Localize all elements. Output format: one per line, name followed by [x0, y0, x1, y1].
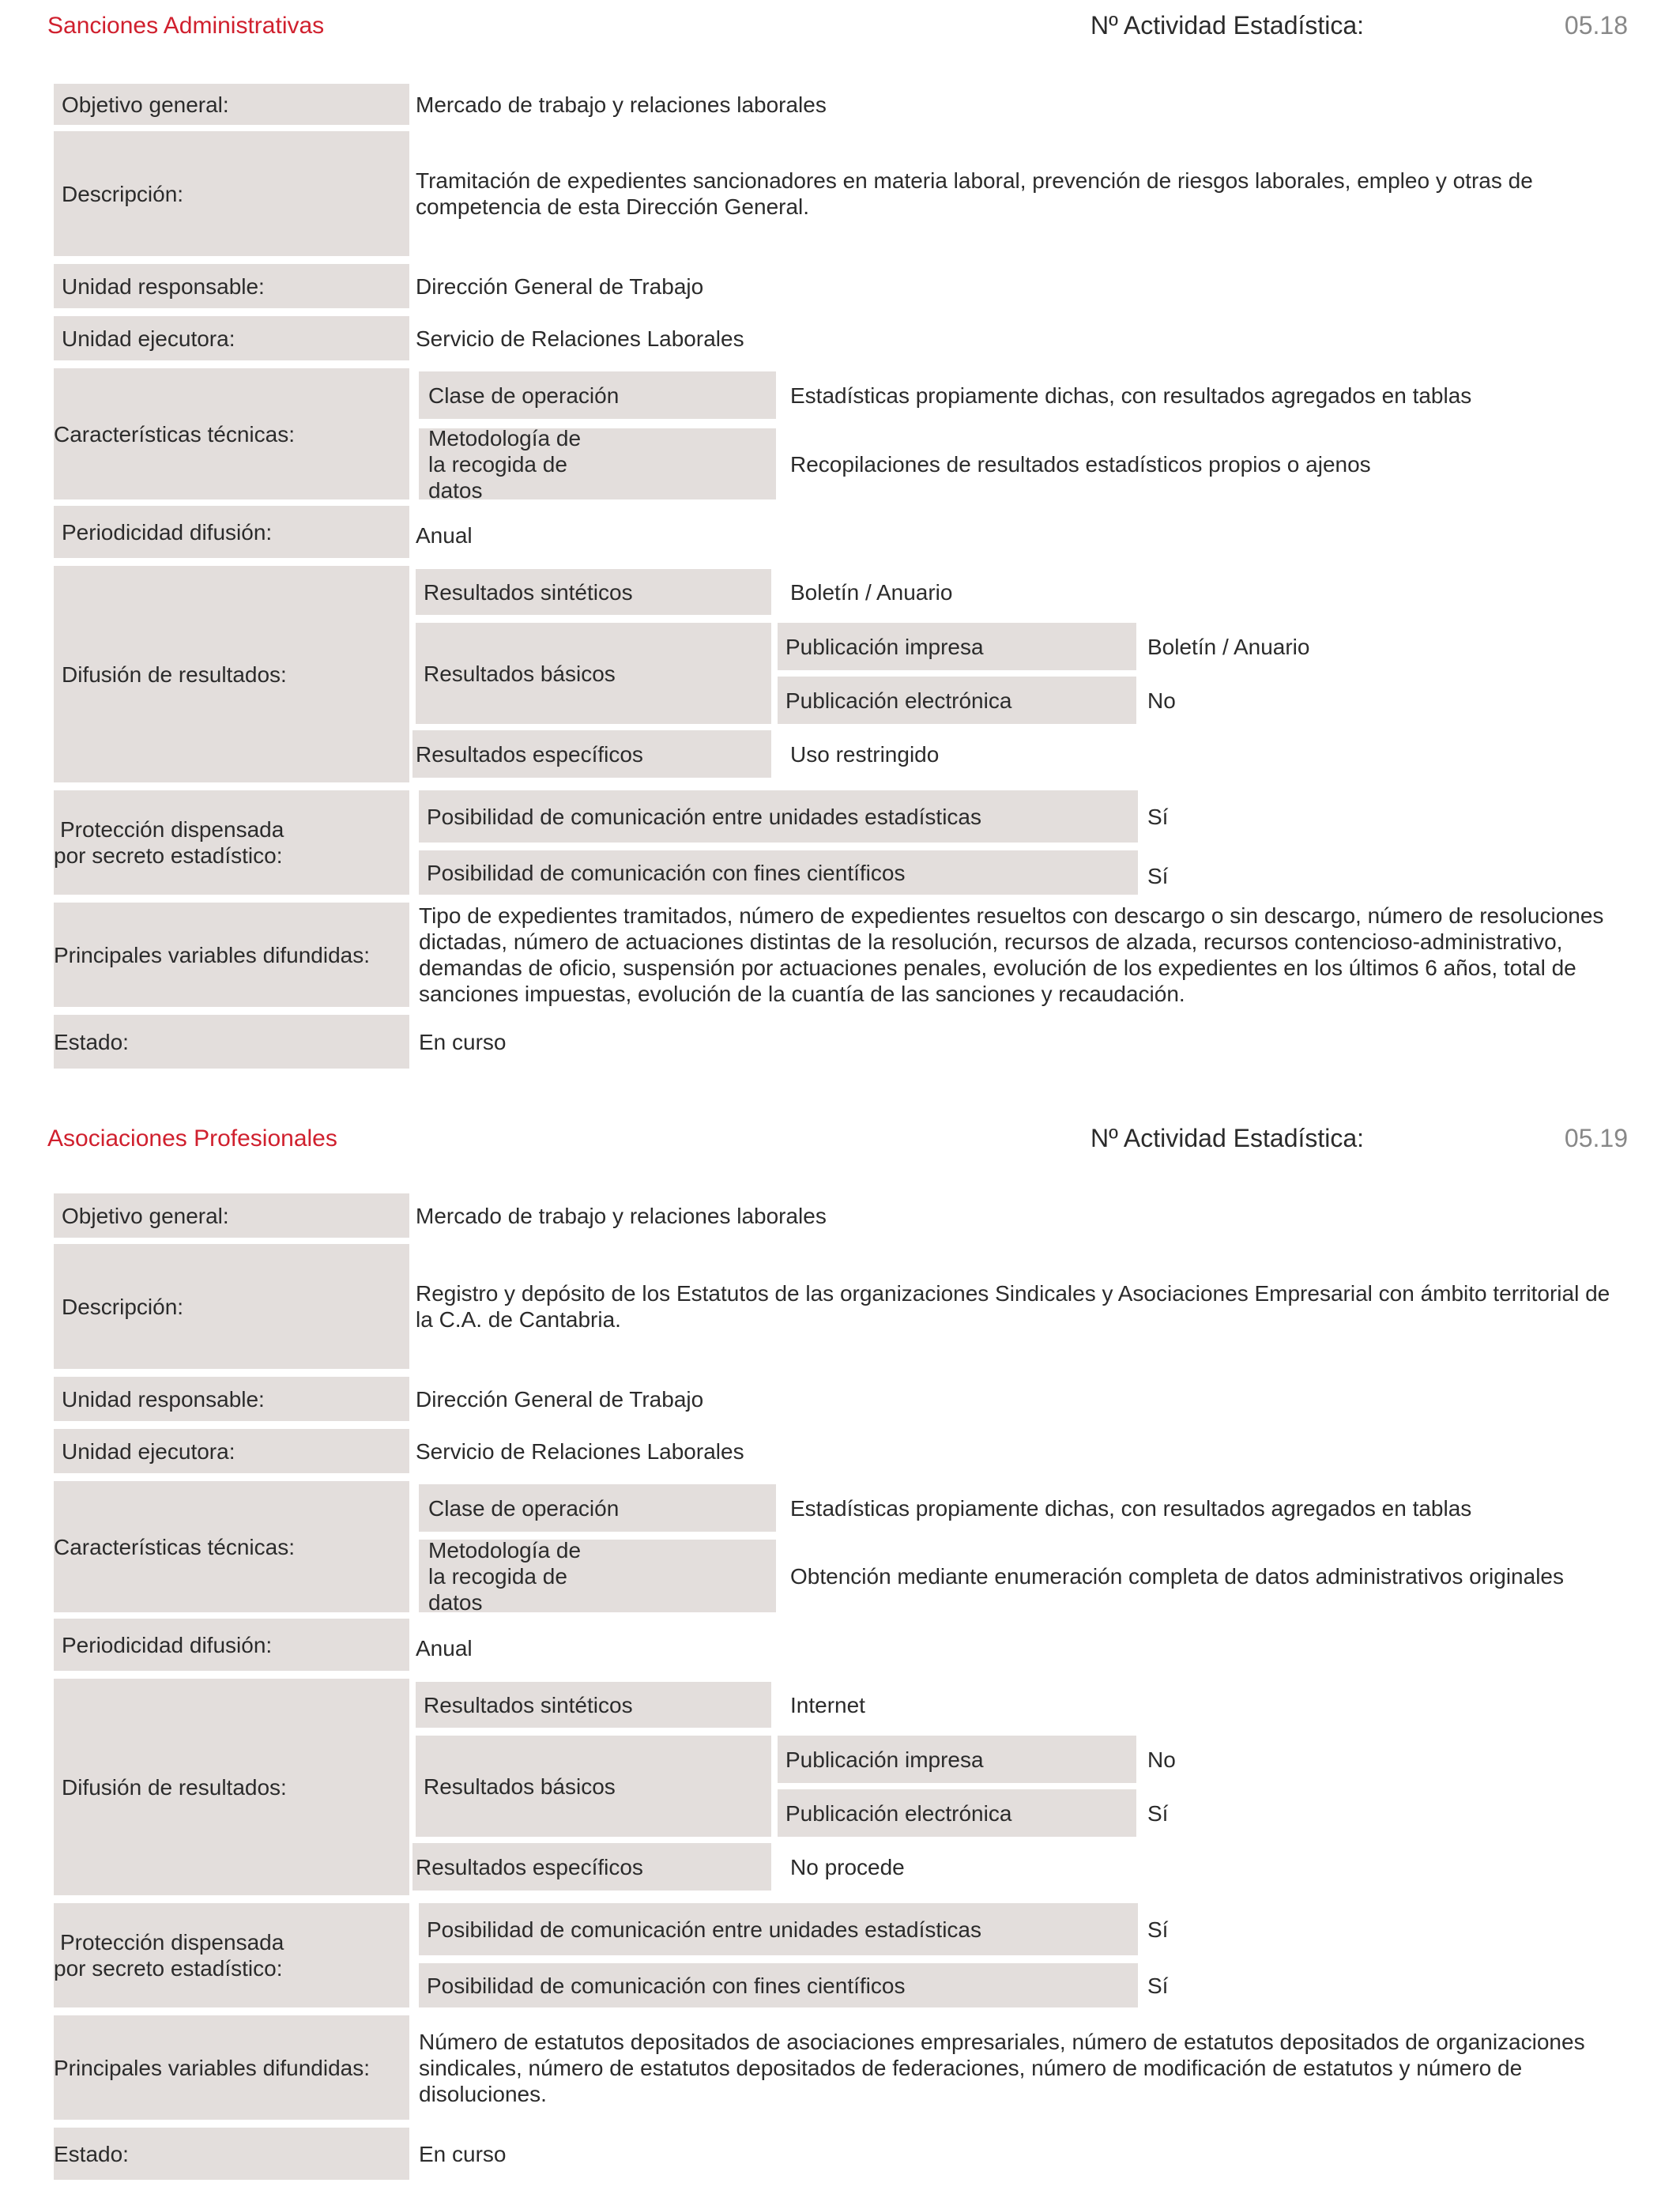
clase-operacion-label: Clase de operación [419, 371, 776, 419]
activity-number-value: 05.19 [1564, 1124, 1628, 1152]
periodicidad-value: Anual [416, 1636, 473, 1661]
resultados-especificos-label: Resultados específicos [412, 1843, 771, 1891]
periodicidad-label: Periodicidad difusión: [54, 506, 409, 558]
resultados-sinteticos-value: Boletín / Anuario [790, 579, 953, 605]
unidad-ejecutora-label: Unidad ejecutora: [54, 1429, 409, 1473]
estado-label: Estado: [54, 1015, 409, 1069]
periodicidad-label: Periodicidad difusión: [54, 1619, 409, 1671]
clase-operacion-value: Estadísticas propiamente dichas, con resultados agregados en tablas [790, 383, 1472, 408]
metodologia-label: Metodología de la recogida de datos [419, 1540, 776, 1612]
metodologia-value: Obtención mediante enumeración completa de datos administrativos originales [790, 1563, 1564, 1589]
unidad-ejecutora-value: Servicio de Relaciones Laborales [416, 326, 744, 351]
metodologia-value: Recopilaciones de resultados estadísticos propios o ajenos [790, 451, 1371, 477]
resultados-basicos-label: Resultados básicos [416, 1736, 771, 1837]
clase-operacion-value: Estadísticas propiamente dichas, con resultados agregados en tablas [790, 1495, 1472, 1521]
com-unidades-value: Sí [1147, 804, 1169, 829]
resultados-especificos-label: Resultados específicos [412, 730, 771, 778]
publicacion-impresa-value: No [1147, 1747, 1176, 1772]
activity-number-value: 05.18 [1564, 11, 1628, 40]
descripcion-value: Registro y depósito de los Estatutos de las organizaciones Sindicales y Asociaciones Empresarial con ámbito territorial de la C.A. de Cantabria. [416, 1281, 1610, 1332]
difusion-label: Difusión de resultados: [54, 1679, 409, 1895]
variables-value: Tipo de expedientes tramitados, número de expedientes resueltos con descargo o sin descargo, número de resoluciones dictadas, número de actuaciones distintas de la resolución, recursos de alzada, recursos contencioso-administrativo, demandas de oficio, suspensión por actuaciones penales, evolución de los expedientes en los últimos 6 años, total de sanciones impuestas, evolución de la cuantía de las sanciones y recaudación. [419, 903, 1604, 1006]
descripcion-label: Descripción: [54, 1244, 409, 1369]
activity-number-label: Nº Actividad Estadística: [1090, 1124, 1365, 1152]
publicacion-electronica-value: No [1147, 688, 1176, 713]
section-title: Sanciones Administrativas [47, 13, 325, 39]
activity-number-label: Nº Actividad Estadística: [1090, 11, 1365, 40]
unidad-responsable-label: Unidad responsable: [54, 1377, 409, 1421]
resultados-especificos-value: Uso restringido [790, 741, 940, 767]
proteccion-label: Protección dispensada por secreto estadístico: [54, 1903, 409, 2007]
unidad-responsable-value: Dirección General de Trabajo [416, 273, 704, 299]
com-cientificos-value: Sí [1147, 863, 1169, 888]
unidad-responsable-label: Unidad responsable: [54, 264, 409, 308]
com-unidades-label: Posibilidad de comunicación entre unidades estadísticas [419, 1903, 1138, 1955]
com-cientificos-label: Posibilidad de comunicación con fines científicos [419, 1963, 1138, 2007]
descripcion-label: Descripción: [54, 131, 409, 256]
proteccion-label: Protección dispensada por secreto estadístico: [54, 790, 409, 895]
section-title: Asociaciones Profesionales [47, 1125, 337, 1152]
com-unidades-value: Sí [1147, 1917, 1169, 1942]
publicacion-impresa-value: Boletín / Anuario [1147, 634, 1310, 659]
variables-label: Principales variables difundidas: [54, 2015, 409, 2120]
estado-label: Estado: [54, 2128, 409, 2180]
variables-value: Número de estatutos depositados de asociaciones empresariales, número de estatutos depositados de organizaciones sindicales, número de estatutos depositados de federaciones, número de modificación de estatutos y número de disoluciones. [419, 2029, 1585, 2106]
descripcion-value: Tramitación de expedientes sancionadores en materia laboral, prevención de riesgos laborales, empleo y otras de competencia de esta Dirección General. [416, 168, 1533, 219]
resultados-sinteticos-value: Internet [790, 1692, 865, 1717]
periodicidad-value: Anual [416, 523, 473, 548]
publicacion-electronica-label: Publicación electrónica [778, 677, 1136, 724]
resultados-basicos-label: Resultados básicos [416, 623, 771, 724]
resultados-sinteticos-label: Resultados sintéticos [416, 569, 771, 615]
objetivo-label: Objetivo general: [54, 84, 409, 125]
publicacion-impresa-label: Publicación impresa [778, 1736, 1136, 1783]
publicacion-impresa-label: Publicación impresa [778, 623, 1136, 670]
caracteristicas-label: Características técnicas: [54, 1481, 409, 1612]
objetivo-value: Mercado de trabajo y relaciones laborales [416, 1203, 827, 1228]
caracteristicas-label: Características técnicas: [54, 368, 409, 499]
metodologia-label: Metodología de la recogida de datos [419, 428, 776, 499]
objetivo-label: Objetivo general: [54, 1193, 409, 1238]
unidad-ejecutora-label: Unidad ejecutora: [54, 316, 409, 360]
unidad-ejecutora-value: Servicio de Relaciones Laborales [416, 1438, 744, 1464]
variables-label: Principales variables difundidas: [54, 903, 409, 1007]
publicacion-electronica-value: Sí [1147, 1800, 1169, 1826]
com-cientificos-label: Posibilidad de comunicación con fines científicos [419, 850, 1138, 895]
estado-value: En curso [419, 1029, 507, 1054]
estado-value: En curso [419, 2141, 507, 2166]
com-cientificos-value: Sí [1147, 1973, 1169, 1998]
clase-operacion-label: Clase de operación [419, 1484, 776, 1532]
objetivo-value: Mercado de trabajo y relaciones laborales [416, 92, 827, 117]
difusion-label: Difusión de resultados: [54, 566, 409, 782]
com-unidades-label: Posibilidad de comunicación entre unidades estadísticas [419, 790, 1138, 843]
unidad-responsable-value: Dirección General de Trabajo [416, 1386, 704, 1412]
resultados-especificos-value: No procede [790, 1854, 905, 1879]
publicacion-electronica-label: Publicación electrónica [778, 1789, 1136, 1837]
resultados-sinteticos-label: Resultados sintéticos [416, 1682, 771, 1728]
